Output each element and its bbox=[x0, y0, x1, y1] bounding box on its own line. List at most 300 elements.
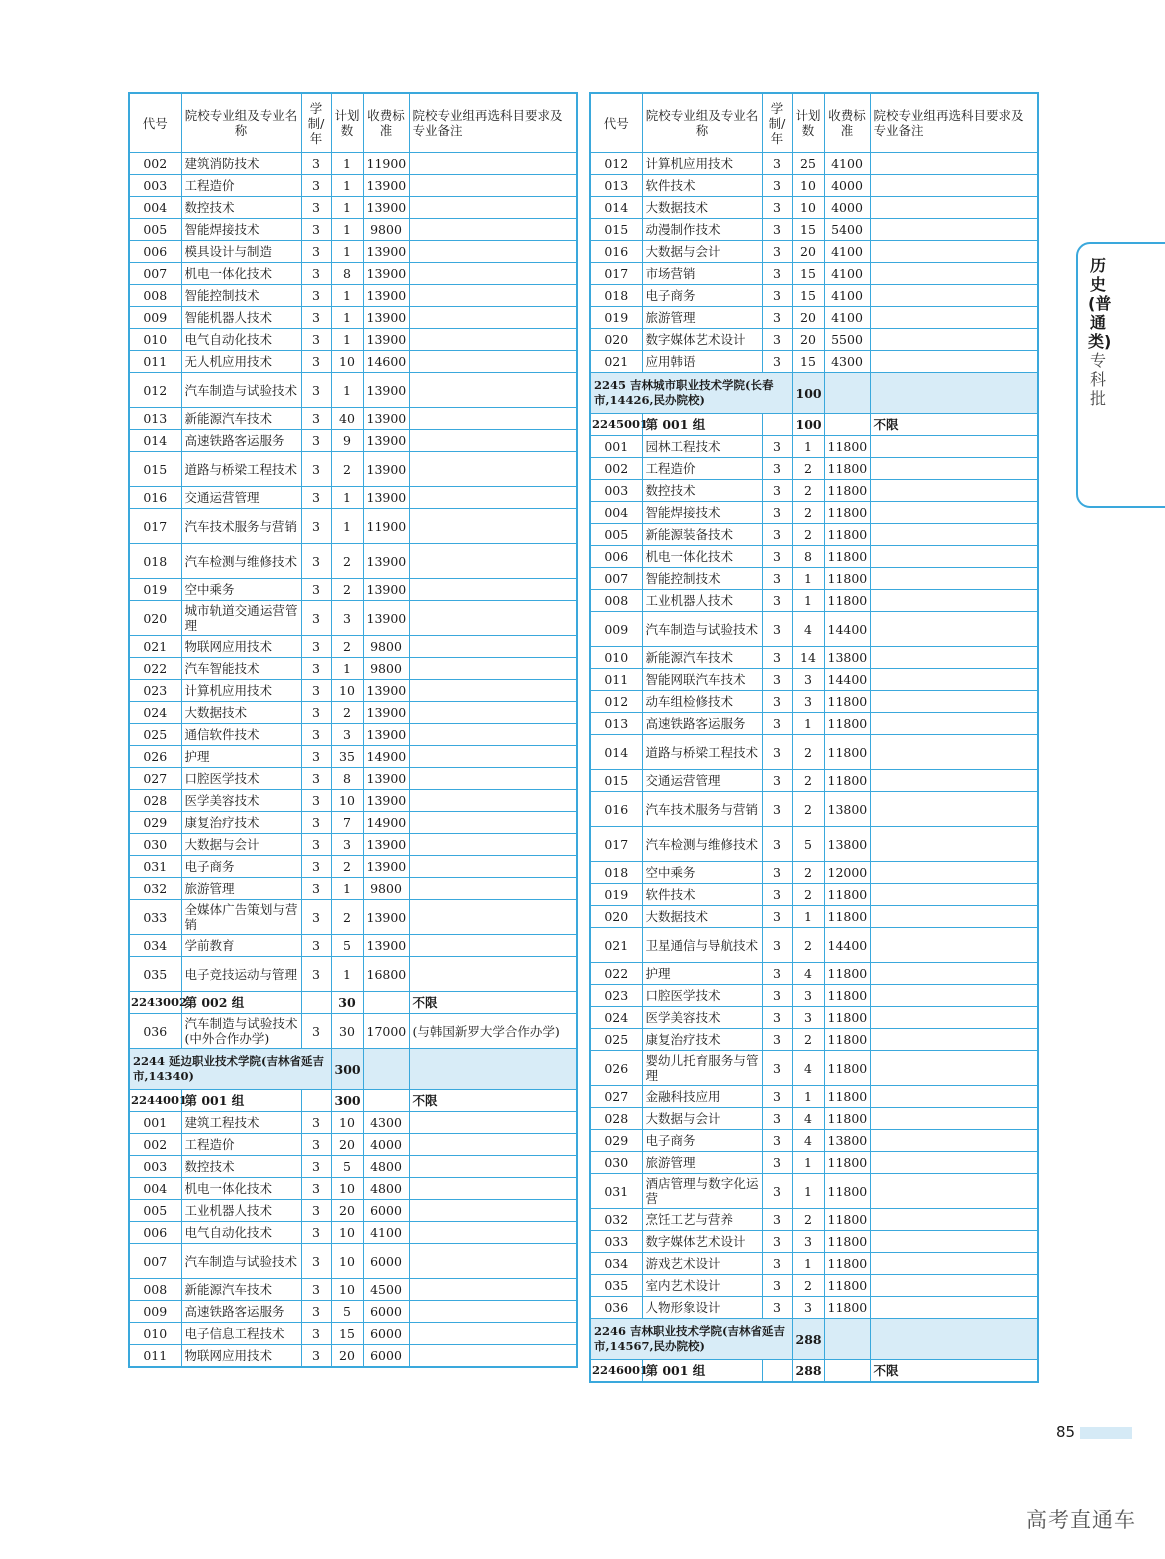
major-row bbox=[590, 713, 1038, 735]
school-name: 2245 吉林城市职业技术学院(长春市,14426,民办院校) bbox=[590, 373, 792, 414]
major-years: 3 bbox=[762, 1253, 792, 1275]
major-row bbox=[129, 658, 577, 680]
major-name: 汽车智能技术 bbox=[181, 658, 301, 680]
major-fee: 6000 bbox=[363, 1345, 409, 1368]
major-plan: 1 bbox=[331, 241, 363, 263]
major-name: 汽车制造与试验技术 bbox=[181, 373, 301, 408]
major-row bbox=[129, 746, 577, 768]
major-years: 3 bbox=[301, 430, 331, 452]
major-years: 3 bbox=[301, 197, 331, 219]
major-note bbox=[870, 546, 1038, 568]
major-note bbox=[409, 1323, 577, 1345]
major-fee: 11800 bbox=[824, 1297, 870, 1319]
major-note bbox=[870, 827, 1038, 862]
major-fee: 14600 bbox=[363, 351, 409, 373]
major-row bbox=[590, 241, 1038, 263]
major-years: 3 bbox=[762, 770, 792, 792]
major-fee: 13900 bbox=[363, 544, 409, 579]
major-plan: 1 bbox=[792, 1174, 824, 1209]
major-name: 计算机应用技术 bbox=[642, 153, 762, 175]
group-code: 2243002 bbox=[129, 992, 181, 1014]
major-plan: 3 bbox=[792, 985, 824, 1007]
major-row bbox=[590, 1007, 1038, 1029]
major-code: 013 bbox=[590, 175, 642, 197]
major-code: 017 bbox=[129, 509, 181, 544]
major-code: 026 bbox=[129, 746, 181, 768]
major-fee: 12000 bbox=[824, 862, 870, 884]
major-name: 酒店管理与数字化运营 bbox=[642, 1174, 762, 1209]
major-note bbox=[870, 524, 1038, 546]
major-fee: 13900 bbox=[363, 487, 409, 509]
major-plan: 2 bbox=[792, 1029, 824, 1051]
major-plan: 4 bbox=[792, 612, 824, 647]
major-years: 3 bbox=[301, 241, 331, 263]
major-fee: 13900 bbox=[363, 263, 409, 285]
major-years: 3 bbox=[762, 458, 792, 480]
major-fee: 4800 bbox=[363, 1156, 409, 1178]
major-name: 数字媒体艺术设计 bbox=[642, 329, 762, 351]
watermark-text: 高考直通车 bbox=[1026, 1508, 1136, 1532]
major-fee: 11900 bbox=[363, 509, 409, 544]
major-name: 工程造价 bbox=[181, 1134, 301, 1156]
major-name: 电子信息工程技术 bbox=[181, 1323, 301, 1345]
major-years: 3 bbox=[762, 590, 792, 612]
major-row bbox=[590, 985, 1038, 1007]
major-note bbox=[409, 680, 577, 702]
major-note bbox=[409, 1222, 577, 1244]
major-name: 机电一体化技术 bbox=[642, 546, 762, 568]
major-fee: 11800 bbox=[824, 906, 870, 928]
major-note bbox=[870, 1253, 1038, 1275]
major-plan: 4 bbox=[792, 1130, 824, 1152]
major-code: 019 bbox=[590, 307, 642, 329]
major-plan: 15 bbox=[792, 285, 824, 307]
major-years: 3 bbox=[762, 862, 792, 884]
major-row bbox=[590, 1108, 1038, 1130]
major-note bbox=[409, 935, 577, 957]
major-years: 3 bbox=[762, 985, 792, 1007]
major-name: 物联网应用技术 bbox=[181, 1345, 301, 1368]
major-code: 012 bbox=[590, 691, 642, 713]
major-plan: 2 bbox=[792, 502, 824, 524]
major-code: 015 bbox=[590, 219, 642, 241]
major-years: 3 bbox=[762, 307, 792, 329]
major-row bbox=[590, 1029, 1038, 1051]
group-requirement: 不限 bbox=[870, 414, 1038, 436]
major-plan: 5 bbox=[331, 935, 363, 957]
major-row bbox=[590, 906, 1038, 928]
school-fee bbox=[363, 1049, 409, 1090]
major-fee: 13900 bbox=[363, 452, 409, 487]
major-code: 005 bbox=[129, 219, 181, 241]
major-years: 3 bbox=[301, 373, 331, 408]
major-name: 游戏艺术设计 bbox=[642, 1253, 762, 1275]
major-plan: 1 bbox=[792, 713, 824, 735]
major-code: 018 bbox=[129, 544, 181, 579]
major-plan: 1 bbox=[331, 957, 363, 992]
major-row bbox=[590, 862, 1038, 884]
major-note bbox=[409, 658, 577, 680]
major-note bbox=[409, 856, 577, 878]
major-fee: 13900 bbox=[363, 241, 409, 263]
major-fee: 9800 bbox=[363, 219, 409, 241]
major-plan: 30 bbox=[331, 1014, 363, 1049]
major-fee: 13900 bbox=[363, 408, 409, 430]
major-code: 013 bbox=[129, 408, 181, 430]
major-fee: 11800 bbox=[824, 1231, 870, 1253]
major-code: 035 bbox=[590, 1275, 642, 1297]
major-fee: 5500 bbox=[824, 329, 870, 351]
major-fee: 13900 bbox=[363, 900, 409, 935]
group-plan: 30 bbox=[331, 992, 363, 1014]
major-years: 3 bbox=[301, 1222, 331, 1244]
major-years: 3 bbox=[762, 1007, 792, 1029]
major-code: 023 bbox=[590, 985, 642, 1007]
school-fee bbox=[824, 373, 870, 414]
major-fee: 9800 bbox=[363, 878, 409, 900]
major-years: 3 bbox=[762, 906, 792, 928]
major-note bbox=[870, 458, 1038, 480]
major-row bbox=[129, 935, 577, 957]
major-name: 交通运营管理 bbox=[642, 770, 762, 792]
major-name: 旅游管理 bbox=[181, 878, 301, 900]
major-years: 3 bbox=[762, 1086, 792, 1108]
major-code: 006 bbox=[590, 546, 642, 568]
major-fee: 11800 bbox=[824, 546, 870, 568]
major-fee: 13900 bbox=[363, 601, 409, 636]
major-row bbox=[590, 351, 1038, 373]
major-row bbox=[590, 1051, 1038, 1086]
school-row bbox=[129, 1049, 577, 1090]
major-fee: 4100 bbox=[824, 307, 870, 329]
major-years: 3 bbox=[301, 768, 331, 790]
major-row bbox=[129, 373, 577, 408]
major-years: 3 bbox=[301, 834, 331, 856]
major-name: 室内艺术设计 bbox=[642, 1275, 762, 1297]
major-fee: 13900 bbox=[363, 285, 409, 307]
major-plan: 10 bbox=[331, 351, 363, 373]
major-row bbox=[590, 1253, 1038, 1275]
major-fee: 13900 bbox=[363, 680, 409, 702]
group-code: 2246001 bbox=[590, 1360, 642, 1383]
group-name: 第 001 组 bbox=[642, 414, 762, 436]
major-code: 031 bbox=[590, 1174, 642, 1209]
major-plan: 20 bbox=[792, 241, 824, 263]
major-code: 020 bbox=[590, 329, 642, 351]
major-note: (与韩国新罗大学合作办学) bbox=[409, 1014, 577, 1049]
major-row bbox=[129, 307, 577, 329]
major-note bbox=[409, 1178, 577, 1200]
major-plan: 1 bbox=[792, 590, 824, 612]
major-note bbox=[409, 373, 577, 408]
major-plan: 35 bbox=[331, 746, 363, 768]
school-note bbox=[409, 1049, 577, 1090]
major-row bbox=[129, 329, 577, 351]
group-years bbox=[301, 992, 331, 1014]
major-note bbox=[409, 197, 577, 219]
major-note bbox=[409, 702, 577, 724]
major-code: 019 bbox=[590, 884, 642, 906]
major-row bbox=[590, 546, 1038, 568]
major-years: 3 bbox=[301, 509, 331, 544]
major-fee: 11800 bbox=[824, 691, 870, 713]
major-note bbox=[870, 1086, 1038, 1108]
major-plan: 1 bbox=[331, 509, 363, 544]
major-row bbox=[129, 1323, 577, 1345]
major-code: 018 bbox=[590, 285, 642, 307]
major-code: 015 bbox=[590, 770, 642, 792]
col-header-plan: 计划数 bbox=[792, 93, 824, 153]
major-name: 高速铁路客运服务 bbox=[181, 430, 301, 452]
major-name: 婴幼儿托育服务与管理 bbox=[642, 1051, 762, 1086]
group-row bbox=[129, 1090, 577, 1112]
major-plan: 2 bbox=[792, 862, 824, 884]
group-fee bbox=[824, 414, 870, 436]
major-years: 3 bbox=[301, 1244, 331, 1279]
major-plan: 1 bbox=[792, 1253, 824, 1275]
major-name: 无人机应用技术 bbox=[181, 351, 301, 373]
major-years: 3 bbox=[301, 307, 331, 329]
major-note bbox=[870, 735, 1038, 770]
major-note bbox=[409, 1200, 577, 1222]
major-fee: 11800 bbox=[824, 1174, 870, 1209]
major-note bbox=[409, 579, 577, 601]
major-code: 030 bbox=[590, 1152, 642, 1174]
major-fee: 9800 bbox=[363, 658, 409, 680]
table-header-row bbox=[590, 93, 1038, 153]
major-plan: 4 bbox=[792, 963, 824, 985]
major-row bbox=[590, 329, 1038, 351]
group-years bbox=[762, 1360, 792, 1383]
major-code: 033 bbox=[129, 900, 181, 935]
major-code: 011 bbox=[129, 351, 181, 373]
col-header-name: 院校专业组及专业名称 bbox=[642, 93, 762, 153]
major-name: 智能控制技术 bbox=[181, 285, 301, 307]
major-code: 002 bbox=[129, 1134, 181, 1156]
major-years: 3 bbox=[301, 658, 331, 680]
major-code: 011 bbox=[129, 1345, 181, 1368]
major-name: 护理 bbox=[181, 746, 301, 768]
major-years: 3 bbox=[301, 680, 331, 702]
major-fee: 9800 bbox=[363, 636, 409, 658]
major-name: 动车组检修技术 bbox=[642, 691, 762, 713]
major-fee: 11800 bbox=[824, 713, 870, 735]
major-row bbox=[590, 1297, 1038, 1319]
major-row bbox=[590, 827, 1038, 862]
major-code: 021 bbox=[590, 351, 642, 373]
major-plan: 20 bbox=[792, 329, 824, 351]
major-note bbox=[409, 900, 577, 935]
major-years: 3 bbox=[301, 579, 331, 601]
major-code: 026 bbox=[590, 1051, 642, 1086]
major-fee: 5400 bbox=[824, 219, 870, 241]
major-note bbox=[870, 985, 1038, 1007]
major-years: 3 bbox=[762, 524, 792, 546]
major-note bbox=[870, 307, 1038, 329]
major-name: 康复治疗技术 bbox=[181, 812, 301, 834]
major-row bbox=[590, 928, 1038, 963]
group-years bbox=[301, 1090, 331, 1112]
major-fee: 14400 bbox=[824, 669, 870, 691]
major-name: 机电一体化技术 bbox=[181, 1178, 301, 1200]
major-fee: 4100 bbox=[824, 241, 870, 263]
major-note bbox=[409, 878, 577, 900]
major-note bbox=[870, 713, 1038, 735]
group-plan: 300 bbox=[331, 1090, 363, 1112]
major-years: 3 bbox=[301, 175, 331, 197]
major-name: 电子商务 bbox=[642, 285, 762, 307]
major-plan: 10 bbox=[331, 1279, 363, 1301]
major-years: 3 bbox=[762, 669, 792, 691]
major-name: 城市轨道交通运营管理 bbox=[181, 601, 301, 636]
major-note bbox=[409, 285, 577, 307]
major-row bbox=[590, 669, 1038, 691]
major-note bbox=[870, 1152, 1038, 1174]
admission-table-right bbox=[589, 92, 1039, 1383]
major-note bbox=[409, 1244, 577, 1279]
major-row bbox=[129, 790, 577, 812]
page-number-bar bbox=[1080, 1427, 1132, 1439]
major-years: 3 bbox=[301, 153, 331, 175]
major-years: 3 bbox=[301, 219, 331, 241]
major-years: 3 bbox=[301, 329, 331, 351]
major-row bbox=[129, 702, 577, 724]
major-plan: 5 bbox=[331, 1156, 363, 1178]
major-years: 3 bbox=[301, 900, 331, 935]
major-fee: 11800 bbox=[824, 458, 870, 480]
major-name: 工业机器人技术 bbox=[642, 590, 762, 612]
group-requirement: 不限 bbox=[409, 1090, 577, 1112]
school-plan: 100 bbox=[792, 373, 824, 414]
major-row bbox=[590, 502, 1038, 524]
major-code: 032 bbox=[129, 878, 181, 900]
major-name: 软件技术 bbox=[642, 884, 762, 906]
major-name: 智能焊接技术 bbox=[642, 502, 762, 524]
major-row bbox=[129, 1244, 577, 1279]
major-row bbox=[590, 647, 1038, 669]
major-code: 001 bbox=[129, 1112, 181, 1134]
major-plan: 2 bbox=[792, 928, 824, 963]
major-plan: 1 bbox=[331, 878, 363, 900]
table-body-left bbox=[129, 153, 577, 1368]
major-fee: 4100 bbox=[824, 285, 870, 307]
major-plan: 1 bbox=[331, 219, 363, 241]
major-fee: 11800 bbox=[824, 1253, 870, 1275]
major-name: 医学美容技术 bbox=[181, 790, 301, 812]
section-side-label bbox=[1088, 256, 1112, 408]
school-name: 2246 吉林职业技术学院(吉林省延吉市,14567,民办院校) bbox=[590, 1319, 792, 1360]
major-fee: 13800 bbox=[824, 827, 870, 862]
major-row bbox=[590, 1209, 1038, 1231]
major-note bbox=[409, 329, 577, 351]
major-plan: 3 bbox=[331, 601, 363, 636]
major-plan: 1 bbox=[792, 436, 824, 458]
major-plan: 1 bbox=[331, 175, 363, 197]
major-plan: 3 bbox=[331, 834, 363, 856]
major-years: 3 bbox=[301, 1178, 331, 1200]
major-fee: 16800 bbox=[363, 957, 409, 992]
school-note bbox=[870, 1319, 1038, 1360]
major-code: 001 bbox=[590, 436, 642, 458]
major-plan: 20 bbox=[792, 307, 824, 329]
major-fee: 13900 bbox=[363, 373, 409, 408]
major-years: 3 bbox=[762, 884, 792, 906]
major-note bbox=[409, 219, 577, 241]
major-code: 007 bbox=[590, 568, 642, 590]
admission-table-left bbox=[128, 92, 578, 1368]
major-row bbox=[129, 1178, 577, 1200]
major-code: 008 bbox=[129, 1279, 181, 1301]
major-code: 014 bbox=[590, 735, 642, 770]
major-name: 人物形象设计 bbox=[642, 1297, 762, 1319]
major-years: 3 bbox=[301, 263, 331, 285]
major-name: 工业机器人技术 bbox=[181, 1200, 301, 1222]
major-row bbox=[129, 1134, 577, 1156]
major-row bbox=[129, 487, 577, 509]
major-note bbox=[409, 430, 577, 452]
major-years: 3 bbox=[762, 647, 792, 669]
major-name: 大数据与会计 bbox=[642, 1108, 762, 1130]
major-fee: 13900 bbox=[363, 175, 409, 197]
major-note bbox=[870, 1029, 1038, 1051]
side-tab-subject: 历史 bbox=[1089, 256, 1106, 294]
major-years: 3 bbox=[301, 408, 331, 430]
major-years: 3 bbox=[762, 827, 792, 862]
major-fee: 13800 bbox=[824, 792, 870, 827]
major-years: 3 bbox=[301, 285, 331, 307]
major-row bbox=[590, 963, 1038, 985]
major-note bbox=[870, 1108, 1038, 1130]
major-years: 3 bbox=[762, 792, 792, 827]
major-years: 3 bbox=[301, 1014, 331, 1049]
major-code: 002 bbox=[590, 458, 642, 480]
col-header-fee: 收费标准 bbox=[824, 93, 870, 153]
school-fee bbox=[824, 1319, 870, 1360]
major-name: 智能焊接技术 bbox=[181, 219, 301, 241]
major-name: 市场营销 bbox=[642, 263, 762, 285]
major-years: 3 bbox=[301, 1156, 331, 1178]
major-plan: 20 bbox=[331, 1134, 363, 1156]
school-row bbox=[590, 1319, 1038, 1360]
school-row bbox=[590, 373, 1038, 414]
major-fee: 14900 bbox=[363, 812, 409, 834]
major-name: 旅游管理 bbox=[642, 1152, 762, 1174]
major-years: 3 bbox=[762, 1152, 792, 1174]
major-fee: 13800 bbox=[824, 647, 870, 669]
major-plan: 1 bbox=[331, 153, 363, 175]
major-note bbox=[409, 263, 577, 285]
major-name: 空中乘务 bbox=[642, 862, 762, 884]
major-name: 汽车检测与维修技术 bbox=[642, 827, 762, 862]
school-plan: 300 bbox=[331, 1049, 363, 1090]
major-fee: 13900 bbox=[363, 430, 409, 452]
major-plan: 3 bbox=[331, 724, 363, 746]
major-plan: 2 bbox=[792, 884, 824, 906]
major-row bbox=[590, 1174, 1038, 1209]
major-note bbox=[870, 263, 1038, 285]
major-code: 023 bbox=[129, 680, 181, 702]
major-row bbox=[129, 680, 577, 702]
major-code: 013 bbox=[590, 713, 642, 735]
major-row bbox=[129, 1156, 577, 1178]
major-code: 010 bbox=[129, 329, 181, 351]
major-note bbox=[409, 241, 577, 263]
school-name: 2244 延边职业技术学院(吉林省延吉市,14340) bbox=[129, 1049, 331, 1090]
major-row bbox=[590, 480, 1038, 502]
major-note bbox=[409, 636, 577, 658]
major-name: 工程造价 bbox=[181, 175, 301, 197]
major-note bbox=[870, 963, 1038, 985]
